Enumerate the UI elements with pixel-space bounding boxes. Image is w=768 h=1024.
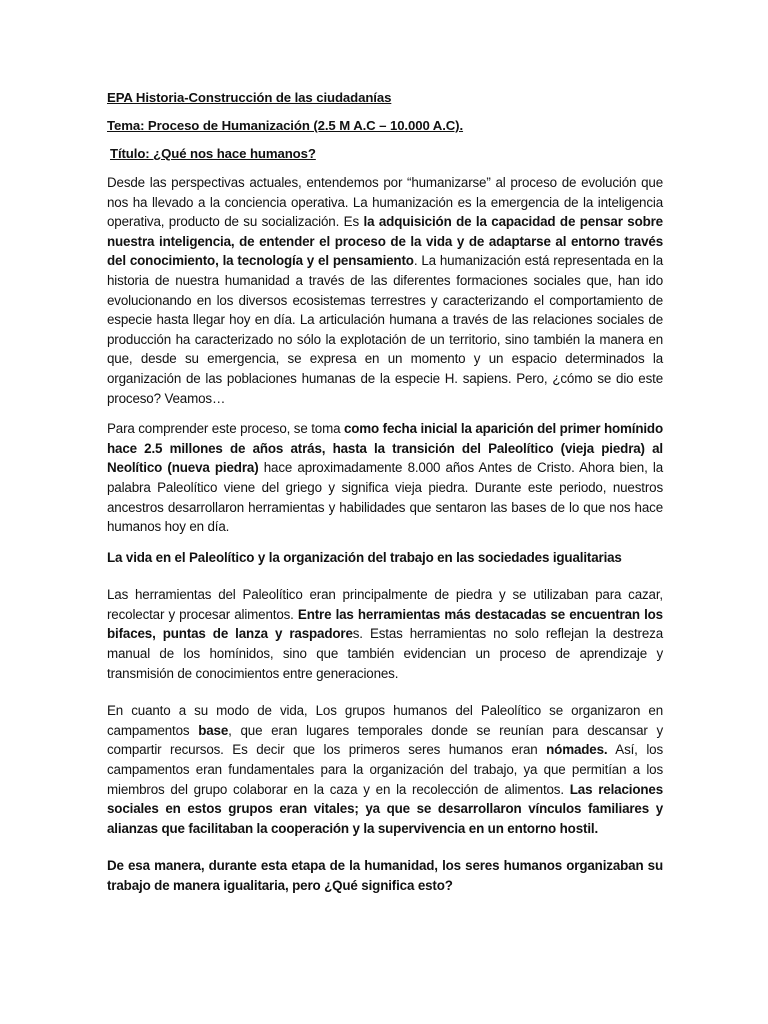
intro-paragraph	[107, 173, 663, 408]
timeline-text-a: Para comprender este proceso, se toma	[107, 421, 344, 437]
intro-bold-text: la adquisición de la capacidad de pensar sobre nuestra inteligencia, de entender el proceso de la vida y de adaptarse al entorno través del conocimiento, la tecnología y el pensamiento	[107, 214, 663, 269]
lifestyle-paragraph	[107, 701, 663, 838]
lifestyle-bold-nomades: nómades.	[546, 742, 608, 758]
title-heading: Título: ¿Qué nos hace humanos?	[110, 146, 316, 161]
lifestyle-bold-base: base	[198, 722, 229, 738]
timeline-bold-text: como fecha inicial la aparición del primer homínido hace 2.5 millones de años atrás, hasta la transición del Paleolítico (vieja piedra) al Neolítico (nueva piedra)	[107, 421, 663, 476]
course-heading: EPA Historia-Construcción de las ciudadanías	[107, 90, 392, 105]
lifestyle-text-a: En cuanto a su modo de vida, Los grupos humanos del Paleolítico se organizaron en campamentos	[107, 703, 663, 738]
closing-paragraph: De esa manera, durante esta etapa de la humanidad, los seres humanos organizaban su trabajo de manera igualitaria, pero ¿Qué significa esto?	[107, 858, 663, 893]
tools-paragraph	[107, 585, 663, 683]
intro-text-a: Desde las perspectivas actuales, entendemos por “humanizarse” al proceso de evolución que nos ha llevado a la conciencia operativa. La humanización es la emergencia de la inteligencia operativa, producto de su socialización. Es	[107, 175, 663, 230]
lifestyle-text-c: , que eran lugares temporales donde se reunían para descansar y compartir recursos. Es decir que los primeros seres humanos eran	[107, 722, 663, 758]
intro-text-c: . La humanización está representada en la historia de nuestra humanidad a través de las diferentes formaciones sociales que, han ido evolucionando en los diversos ecosistemas terrestres y caracterizando el comportamiento de especie hasta llegar hoy en día. La articulación humana a través de las relaciones sociales de producción ha caracterizado no sólo la explotación de un territorio, sino también la manera en que, desde su emergencia, se expresa en un momento y un espacio determinados la organización de las poblaciones humanas de la especie H. sapiens. Pero, ¿cómo se dio este proceso? Veamos…	[107, 253, 663, 406]
tools-text-a: Las herramientas del Paleolítico eran principalmente de piedra y se utilizaban para cazar, recolectar y procesar alimentos.	[107, 587, 663, 622]
tools-text-c: s. Estas herramientas no solo reflejan la destreza manual de los homínidos, sino que también evidencian un proceso de aprendizaje y transmisión de conocimientos entre generaciones.	[107, 626, 663, 681]
tools-bold-text: Entre las herramientas más destacadas se encuentran los bifaces, puntas de lanza y raspadore	[107, 606, 663, 642]
lifestyle-bold-relations: Las relaciones sociales en estos grupos eran vitales; ya que se desarrollaron vínculos familiares y alianzas que facilitaban la cooperación y la supervivencia en un entorno hostil.	[107, 781, 663, 836]
timeline-paragraph	[107, 419, 663, 537]
topic-heading: Tema: Proceso de Humanización (2.5 M A.C – 10.000 A.C).	[107, 118, 464, 133]
section-heading: La vida en el Paleolítico y la organización del trabajo en las sociedades igualitarias	[107, 549, 622, 565]
lifestyle-text-e: Así, los campamentos eran fundamentales para la organización del trabajo, ya que permitían a los miembros del grupo colaborar en la caza y en la recolección de alimentos.	[107, 742, 663, 797]
timeline-text-c: hace aproximadamente 8.000 años Antes de Cristo. Ahora bien, la palabra Paleolítico viene del griego y significa vieja piedra. Durante este periodo, nuestros ancestros desarrollaron herramientas y habilidades que sentaron las bases de lo que nos hace humanos hoy en día.	[107, 460, 663, 535]
